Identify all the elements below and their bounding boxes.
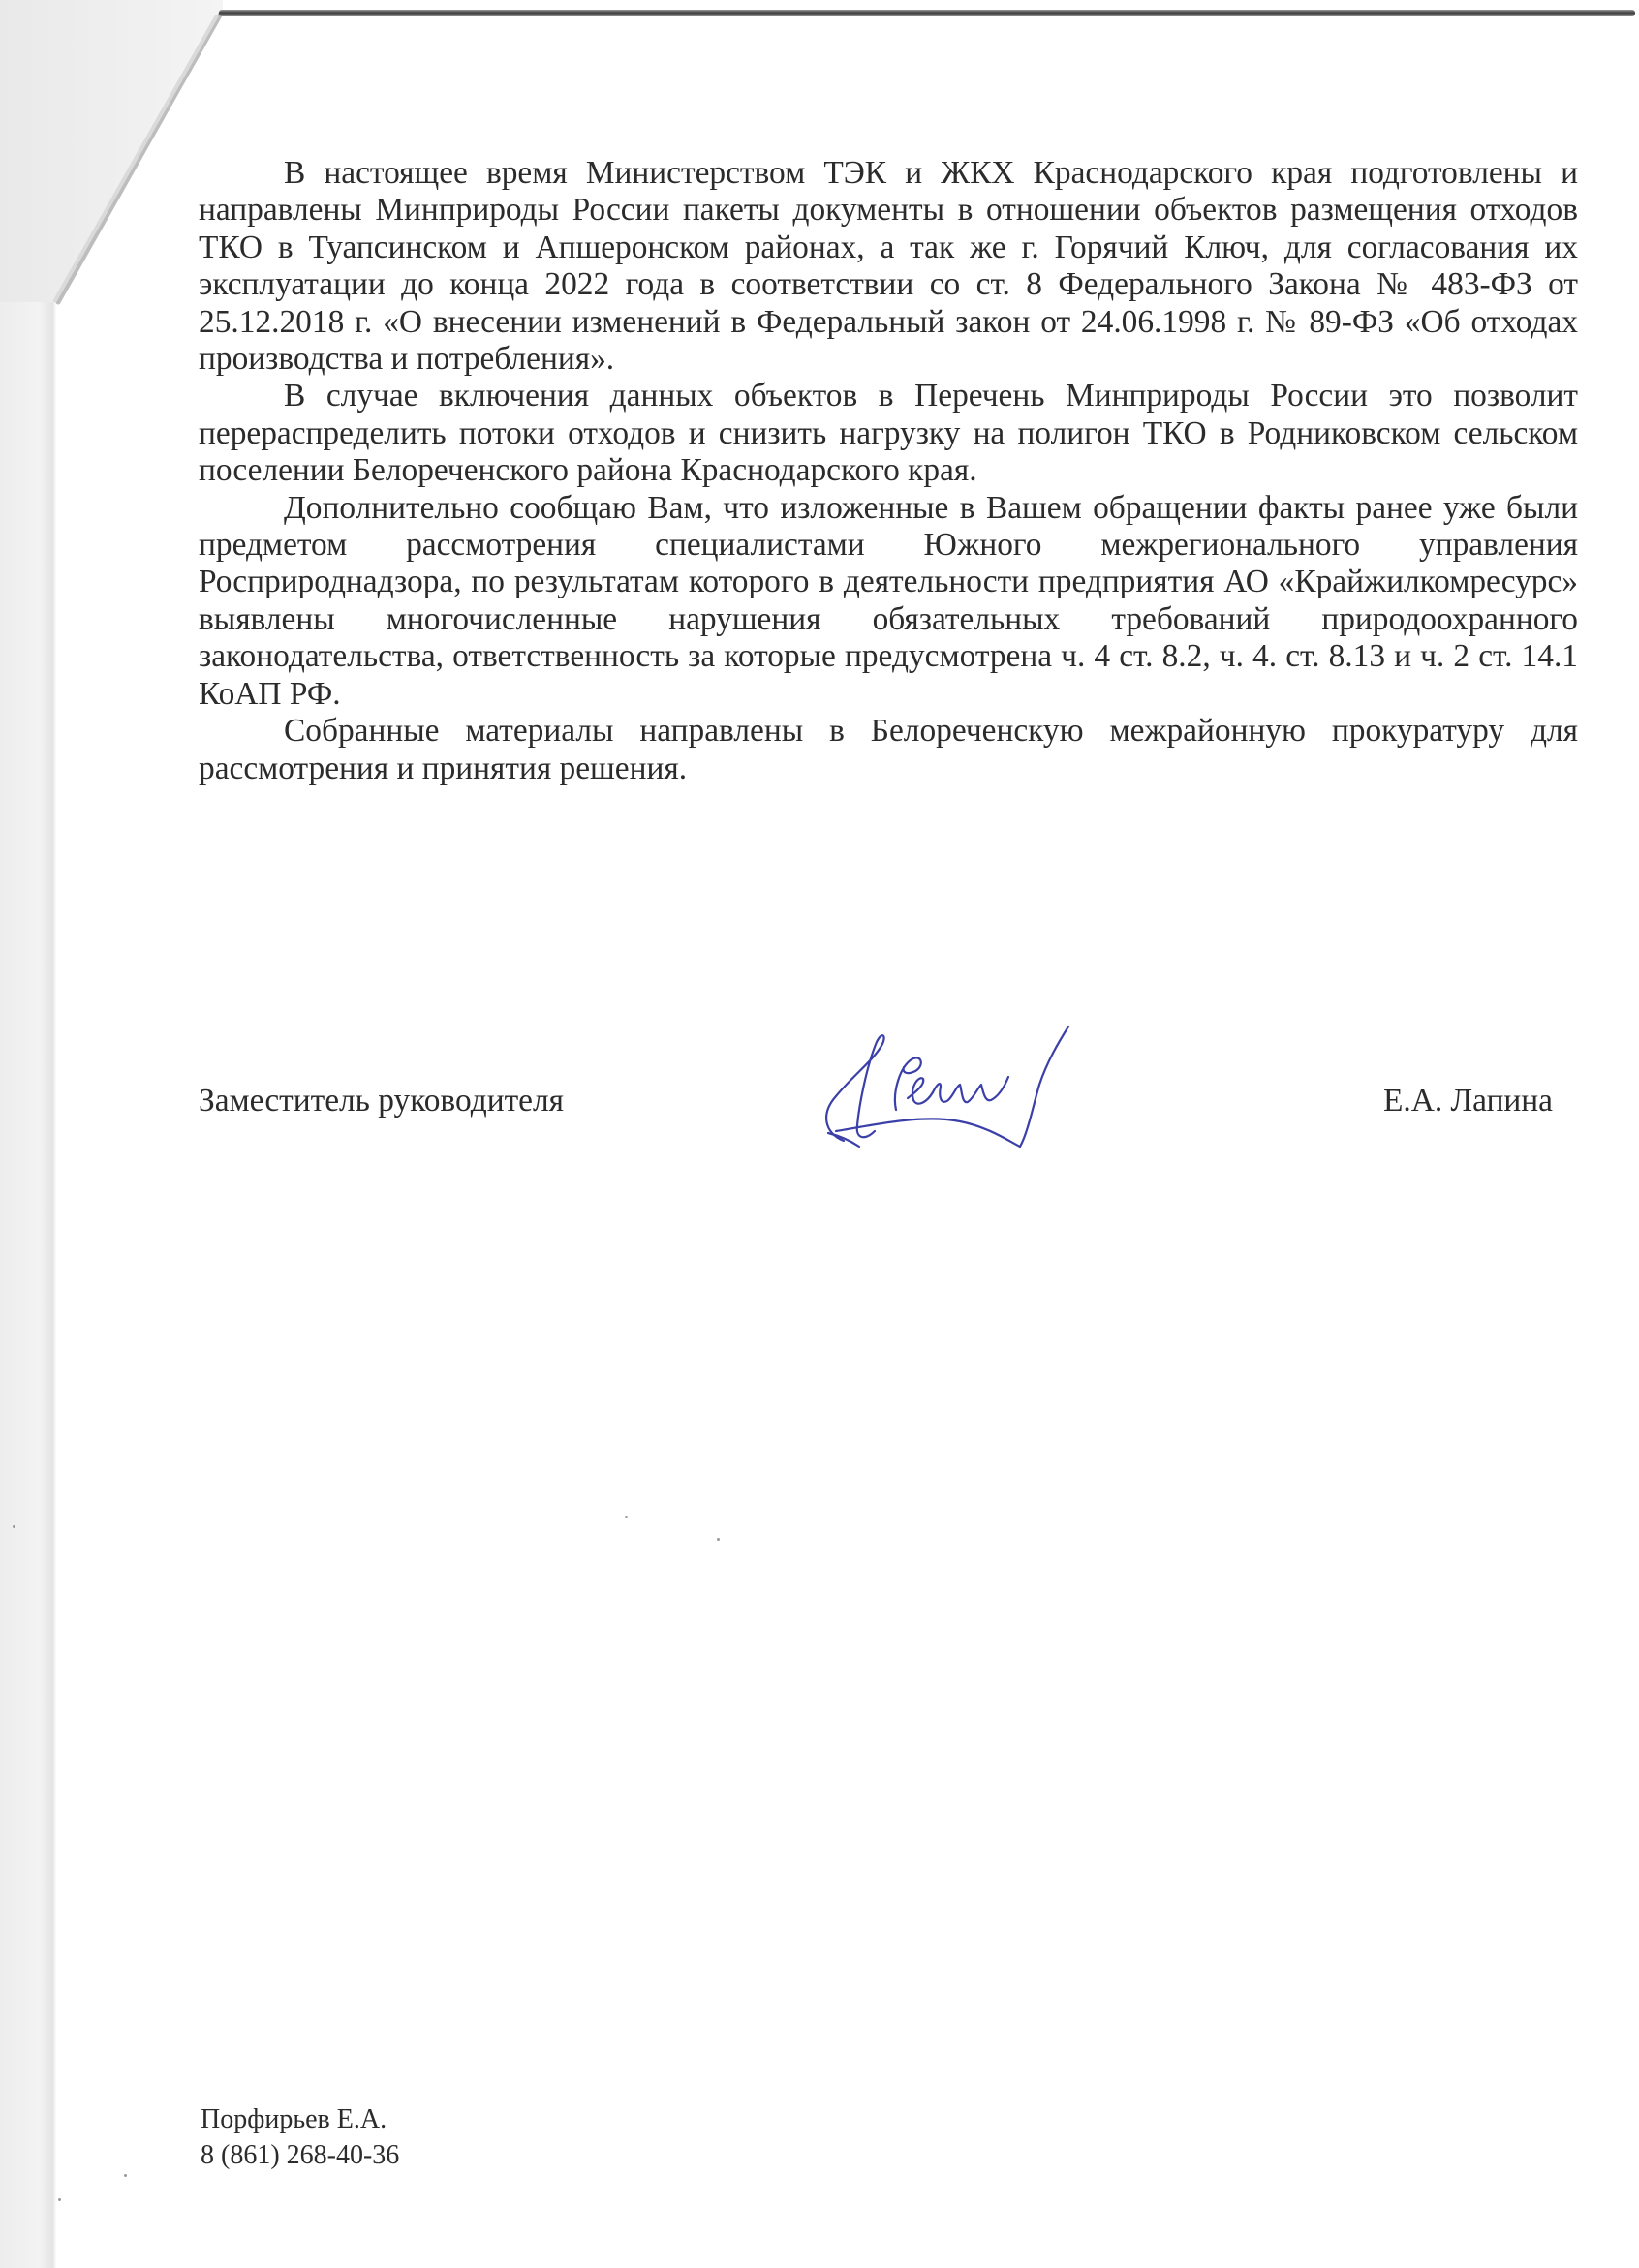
folded-corner: [0, 0, 232, 310]
paragraph-3: Дополнительно сообщаю Вам, что изложенные в Вашем обращении факты ранее уже были предметом рассмотрения специалистами Южного межрегионального управления Росприроднадзора, по результатам которого в деятельности предприятия АО «Крайжилкомресурс» выявлены многочисленные нарушения обязательных требований природоохранного законодательства, ответственность за которые предусмотрена ч. 4 ст. 8.2, ч. 4. ст. 8.13 и ч. 2 ст. 14.1 КоАП РФ.: [199, 489, 1578, 712]
signer-position: Заместитель руководителя: [199, 1083, 564, 1119]
handwritten-signature: [815, 1017, 1125, 1162]
scan-speck: [625, 1516, 628, 1518]
executor-phone: 8 (861) 268-40-36: [201, 2140, 400, 2170]
page-top-edge: [219, 10, 1635, 16]
scan-speck: [58, 2198, 61, 2201]
signer-name: Е.А. Лапина: [1382, 1083, 1553, 1119]
signature-block: [199, 1056, 1553, 1152]
paragraph-4: Собранные материалы направлены в Белореченскую межрайонную прокуратуру для рассмотрения и принятия решения.: [199, 713, 1578, 786]
paragraph-2: В случае включения данных объектов в Перечень Минприроды России это позволит перераспределить потоки отходов и снизить нагрузку на полигон ТКО в Родниковском сельском поселении Белореченского района Краснодарского края.: [199, 378, 1578, 489]
executor-name: Порфирьев Е.А.: [201, 2104, 387, 2134]
letter-body: [199, 155, 1578, 787]
paragraph-1: В настоящее время Министерством ТЭК и ЖКХ Краснодарского края подготовлены и направлены Минприроды России пакеты документы в отношении объектов размещения отходов ТКО в Туапсинском и Апшеронском районах, а так же г. Горячий Ключ, для согласования их эксплуатации до конца 2022 года в соответствии со ст. 8 Федерального Закона № 483-ФЗ от 25.12.2018 г. «О внесении изменений в Федеральный закон от 24.06.1998 г. № 89-ФЗ «Об отходах производства и потребления».: [199, 155, 1578, 378]
executor-info: [201, 2101, 399, 2173]
scan-speck: [124, 2174, 127, 2177]
scan-speck: [717, 1538, 720, 1541]
scan-speck: [13, 1525, 15, 1528]
scan-left-margin-shadow: [0, 0, 56, 2268]
